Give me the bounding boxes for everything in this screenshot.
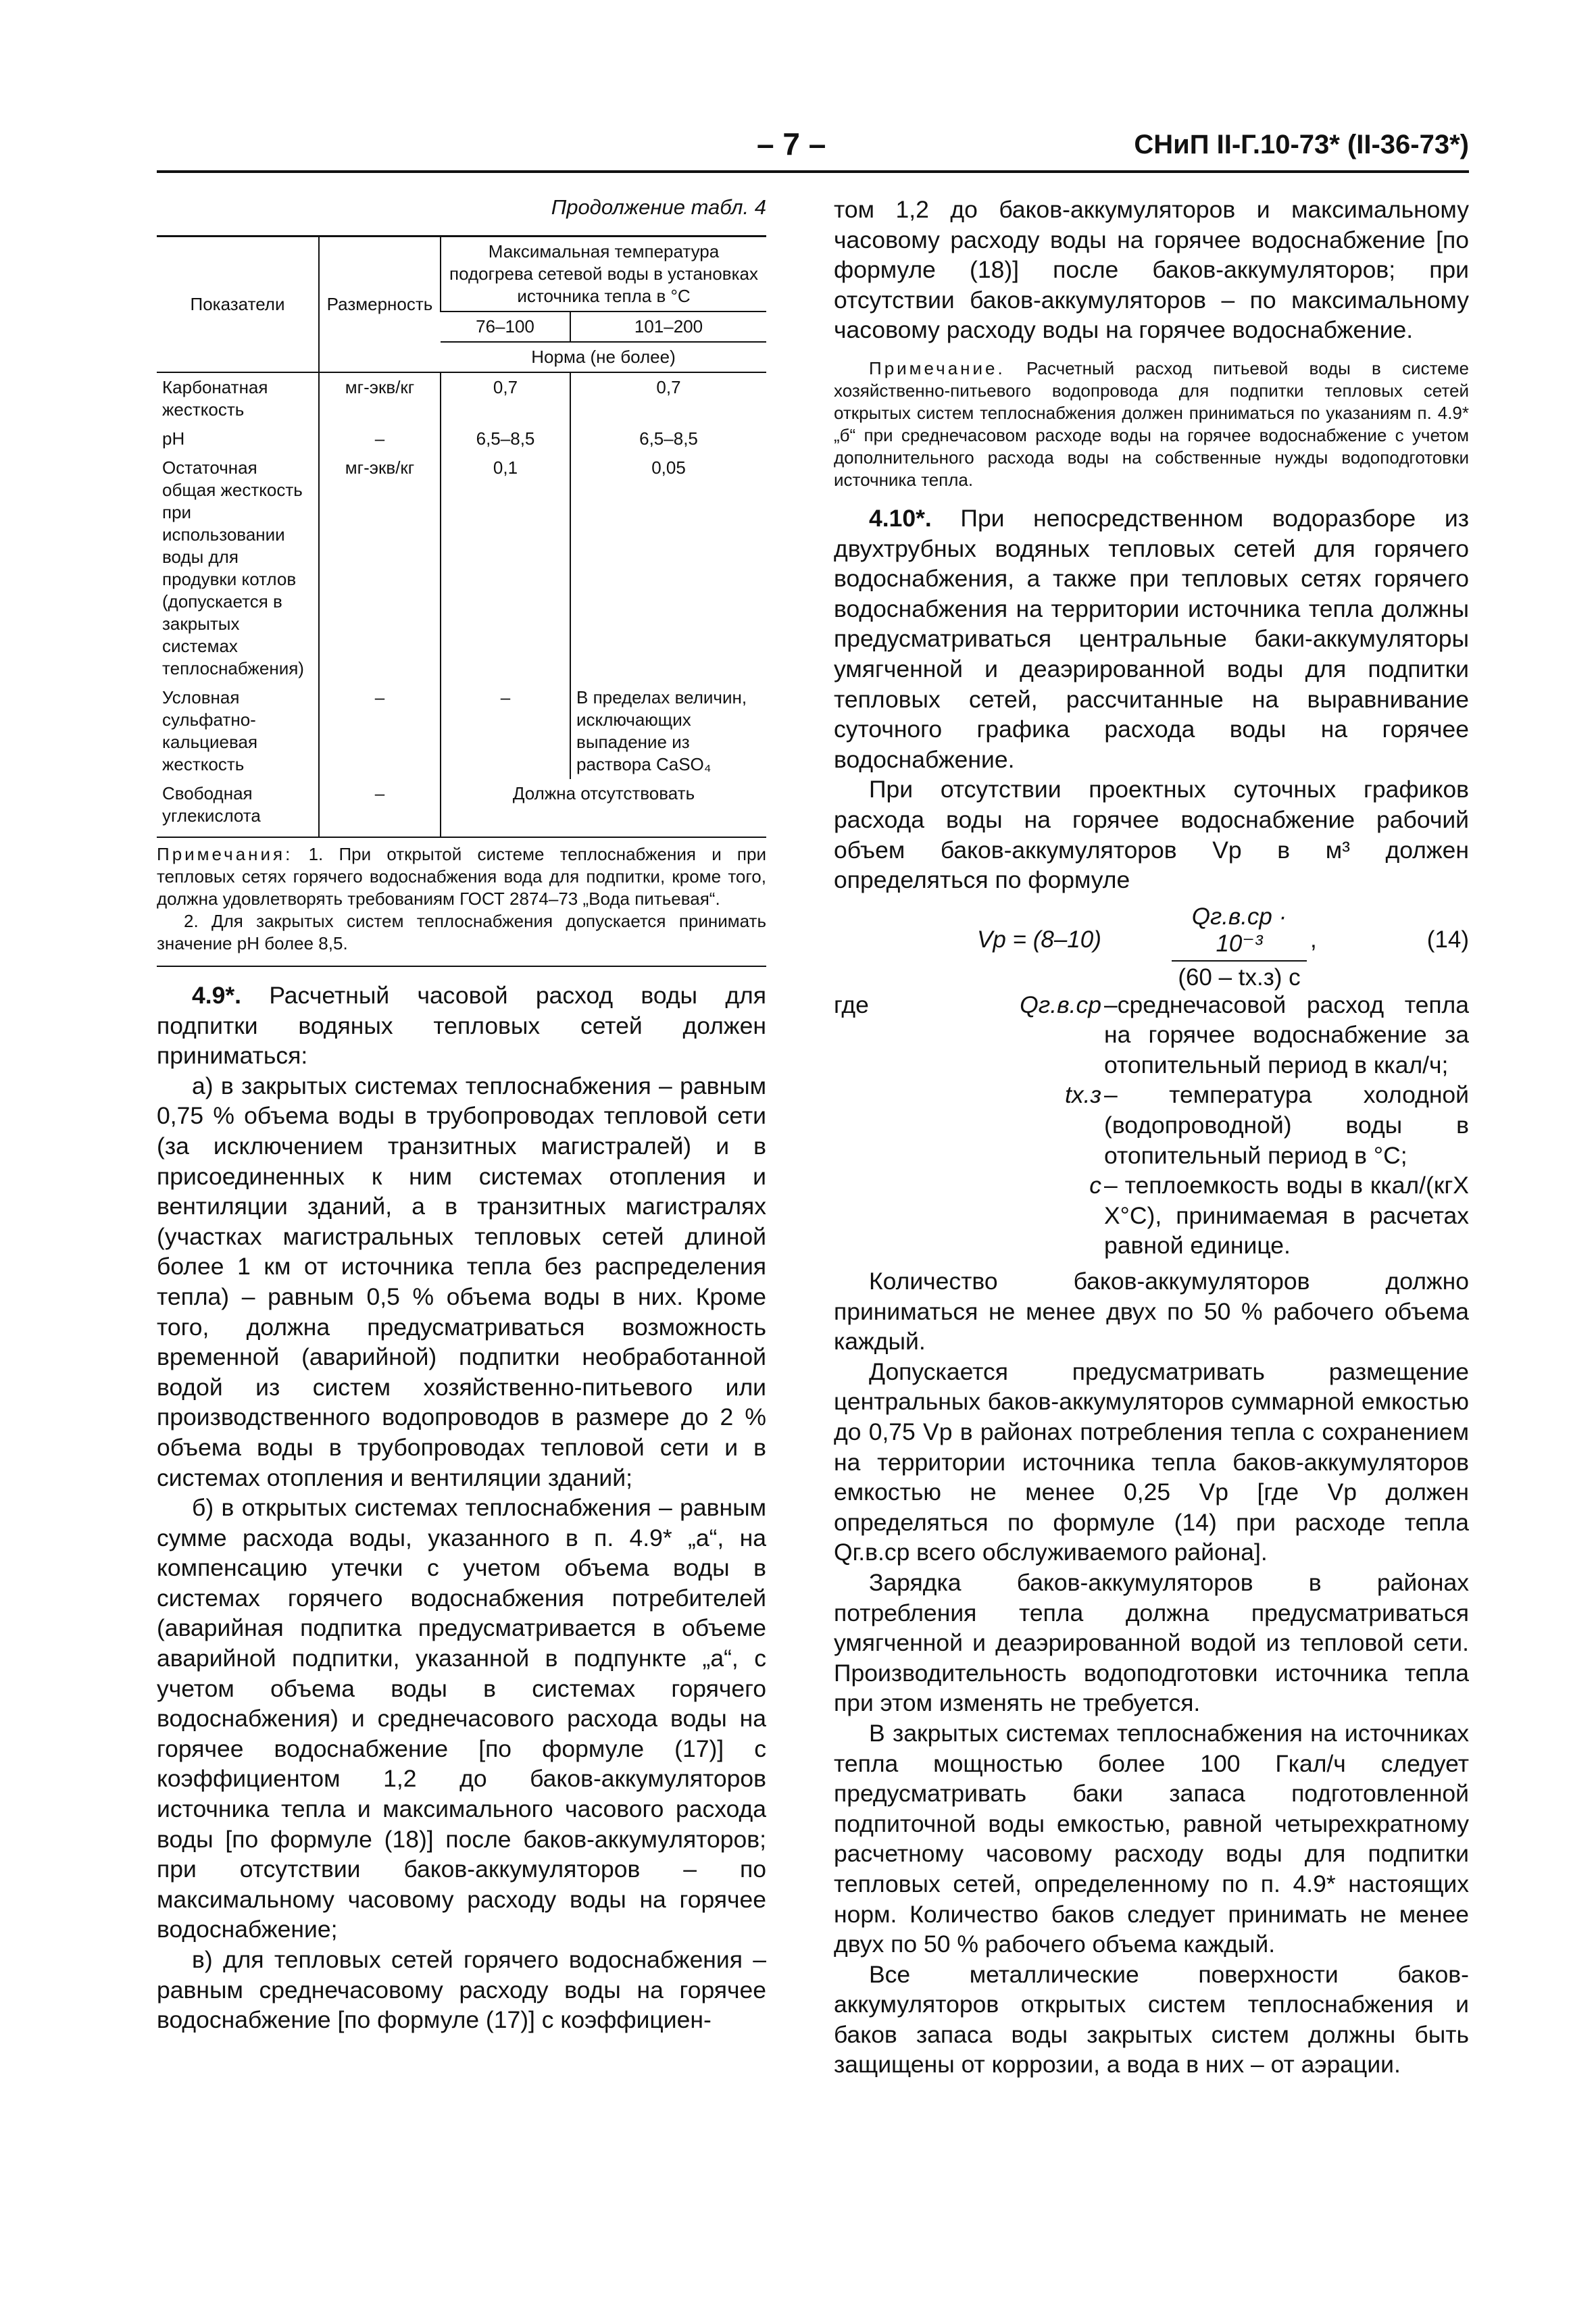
paragraph-number: 4.10*. (869, 504, 932, 532)
paragraph-4-9 (157, 980, 766, 1071)
note-1-text: 1. При открытой системе теплоснабжения и при тепловых сетях горячего водоснабжения вода для подпитки, кроме того, должна удовлетворять требованиям ГОСТ 2874–73 „Вода питьевая“. (157, 844, 766, 909)
header-norm: Норма (не более) (441, 342, 766, 372)
formula-definitions (834, 990, 1469, 1261)
note-text: Расчетный расход питьевой воды в системе хозяйственно-питьевого водопровода для подпитки тепловых сетей открытых систем теплоснабжения должен приниматься по указаниям п. 4.9* „б“ при среднечасовом расходе воды на горячее водоснабжение с учетом дополнительного расхода воды на собственные нужды водоподготовки источника тепла. (834, 357, 1469, 490)
table-row (157, 683, 766, 779)
formula-denominator: (60 – tх.з) с (1178, 964, 1301, 991)
row-indicator: Условная сульфатно-кальциевая жесткость (162, 687, 258, 774)
row-value-2: 0,05 (570, 453, 766, 683)
row-unit: мг-экв/кг (319, 453, 441, 683)
paragraph-text: Расчетный часовой расход воды для подпитки водяных тепловых сетей должен приниматься: (157, 982, 766, 1070)
row-value-1: 6,5–8,5 (441, 424, 570, 453)
table-4 (157, 235, 766, 838)
left-column (157, 195, 766, 2035)
paragraph-number: 4.9*. (192, 982, 242, 1009)
formula-14 (834, 903, 1469, 991)
row-value-2: 0,7 (570, 372, 766, 424)
paragraph-b: б) в открытых системах теплоснабжения – равным сумме расхода воды, указанного в п. 4.9* „а“, на компенсацию утечки с учетом объема воды в системах горячего водоснабжения потребителей (аварийная подпитка предусматривается в объеме аварийной подпитки, указанной в подпункте „а“, с учетом объема воды в системах горячего водоснабжения) и среднечасового расхода воды на горячее водоснабжение [по формуле (17)] с коэффициентом 1,2 до баков-аккумуляторов источника тепла и максимального часового расхода воды [по формуле (18)] после баков-аккумуляторов; при отсутствии баков-аккумуляторов – по максимальному часовому расходу воды на горячее водоснабжение; (157, 1494, 766, 1943)
row-value-1: 0,1 (441, 453, 570, 683)
row-value-2: В пределах величин, исключающих выпадение из раствора CaSO₄ (570, 683, 766, 779)
header-indicator: Показатели (157, 237, 319, 373)
paragraph-v: в) для тепловых сетей горячего водоснабжения – равным среднечасовому расходу воды на горячее водоснабжение [по формуле (17)] с коэффициен- (157, 1946, 766, 2034)
symbol-t: tх.з (1065, 1081, 1101, 1109)
paragraph-continuation: том 1,2 до баков-аккумуляторов и максимальному часовому расходу воды на горячее водоснабжение [по формуле (18)] после баков-аккумуляторов; при отсутствии баков-аккумуляторов – по максимальному часовому расходу воды на горячее водоснабжение. (834, 196, 1469, 344)
page-number: – 7 – (757, 126, 826, 161)
formula-fraction (1172, 903, 1307, 991)
document-code: СНиП II-Г.10-73* (II-36-73*) (1134, 130, 1469, 159)
row-value-1: 0,7 (441, 372, 570, 424)
row-value-2: 6,5–8,5 (570, 424, 766, 453)
symbol-c: с (1089, 1172, 1101, 1199)
row-unit: мг-экв/кг (319, 372, 441, 424)
header-range-1: 76–100 (441, 312, 570, 342)
symbol-q: Qг.в.ср (1020, 991, 1101, 1018)
paragraph-quantity: Количество баков-аккумуляторов должно приниматься не менее двух по 50 % рабочего объема каждый. (834, 1268, 1469, 1355)
row-indicator: pH (162, 428, 185, 449)
formula-numerator: Qг.в.ср · 10⁻³ (1172, 903, 1307, 962)
table-continuation-caption: Продолжение табл. 4 (551, 195, 766, 219)
header-range-2: 101–200 (570, 312, 766, 342)
row-indicator: Остаточная общая жесткость при использовании воды для продувки котлов (допускается в закрытых системах теплоснабжения) (162, 457, 304, 678)
row-value-1: – (441, 683, 570, 779)
right-column (834, 195, 1469, 2080)
row-indicator: Карбонатная жесткость (162, 377, 268, 420)
row-indicator: Свободная углекислота (157, 779, 319, 837)
row-unit: – (319, 779, 441, 837)
notes-label: Примечания: (157, 844, 293, 864)
note-label: Примечание. (869, 357, 1005, 378)
row-value-merged: Должна отсутствовать (441, 779, 766, 837)
formula-lhs: Vр = (8–10) (977, 926, 1101, 953)
definition-c: – теплоемкость воды в ккал/(кгХ Х°С), принимаемая в расчетах равной единице. (1104, 1172, 1469, 1260)
header-unit: Размерность (319, 237, 441, 373)
definition-t: – температура холодной (водопроводной) воды в отопительный период в °С; (1104, 1081, 1469, 1169)
table-row (157, 424, 766, 453)
row-unit: – (319, 683, 441, 779)
table-row (157, 779, 766, 837)
definition-q: –среднечасовой расход тепла на горячее водоснабжение за отопительный период в ккал/ч; (1104, 991, 1469, 1078)
paragraph-closed-systems: В закрытых системах теплоснабжения на источниках тепла мощностью более 100 Гкал/ч следует предусматривать баки запаса подготовленной подпиточной воды емкостью, равной четырехкратному расчетному часовому расходу воды для подпитки тепловых сетей, определенному по п. 4.9* настоящих норм. Количество баков следует принимать не менее двух по 50 % рабочего объема каждый. (834, 1719, 1469, 1958)
header-rule (157, 170, 1469, 173)
note (834, 357, 1469, 491)
table-note-2: 2. Для закрытых систем теплоснабжения допускается принимать значение pH более 8,5. (157, 911, 766, 953)
table-row (157, 372, 766, 424)
section-divider (157, 966, 766, 967)
paragraph-allowed: Допускается предусматривать размещение центральных баков-аккумуляторов суммарной емкостью до 0,75 Vр в районах потребления тепла с сохранением на территории источника тепла баков-аккумуляторов емкостью не менее 0,25 Vр [где Vр должен определяться по формуле (14) при расходе тепла Qг.в.ср всего обслуживаемого района]. (834, 1358, 1469, 1566)
table-row (157, 453, 766, 683)
paragraph-metal-surfaces: Все металлические поверхности баков-аккумуляторов открытых систем теплоснабжения и баков запаса воды закрытых систем должны быть защищены от коррозии, а вода в них – от аэрации. (834, 1960, 1469, 2078)
header-max-temp: Максимальная температура подогрева сетевой воды в установках источника тепла в °С (441, 237, 766, 312)
where-label: где (834, 991, 869, 1018)
table-note-1 (157, 843, 766, 910)
paragraph-absent-graphs: При отсутствии проектных суточных графиков расхода воды на горячее водоснабжение рабочий объем баков-аккумуляторов Vр в м³ должен определяться по формуле (834, 776, 1469, 894)
formula-number: (14) (1426, 926, 1469, 953)
paragraph-4-10 (834, 503, 1469, 774)
formula-comma: , (1310, 926, 1317, 953)
paragraph-text: При непосредственном водоразборе из двухтрубных водяных тепловых сетей для горячего водоснабжения, а также при тепловых сетях горячего водоснабжения на территории источника тепла должны предусматриваться центральные баки-аккумуляторы умягченной и деаэрированной воды для подпитки тепловых сетей, рассчитанные на выравнивание суточного графика расхода воды на горячее водоснабжение. (834, 504, 1469, 773)
paragraph-a: а) в закрытых системах теплоснабжения – равным 0,75 % объема воды в трубопроводах тепловой сети (за исключением транзитных магистралей) и в присоединенных к ним системах отопления и вентиляции зданий, а в транзитных магистралях (участках магистральных тепловых сетей длиной более 1 км от источника тепла без распределения тепла) – равным 0,5 % объема воды в них. Кроме того, должна предусматриваться возможность временной (аварийной) подпитки необработанной водой из систем хозяйственно-питьевого или производственного водопроводов в размере до 2 % объема воды в трубопроводах тепловой сети и в системах отопления и вентиляции зданий; (157, 1072, 766, 1491)
row-unit: – (319, 424, 441, 453)
paragraph-charging: Зарядка баков-аккумуляторов в районах потребления тепла должна предусматриваться умягченной и деаэрированной водой из тепловой сети. Производительность водоподготовки источника тепла при этом изменять не требуется. (834, 1568, 1469, 1717)
